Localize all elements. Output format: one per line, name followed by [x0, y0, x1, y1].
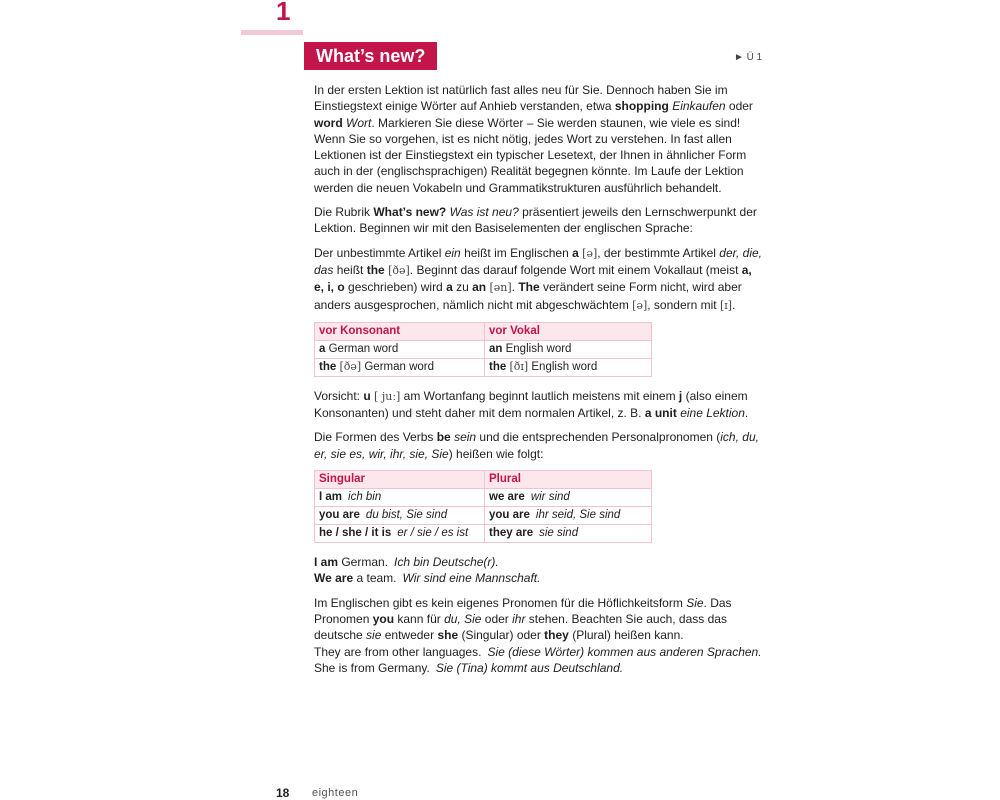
term: I am [314, 555, 339, 570]
text: English word [528, 361, 598, 374]
politeness-paragraph [314, 595, 764, 676]
text: , sondern mit [647, 297, 720, 312]
term: word [314, 115, 343, 130]
text: kann für [394, 611, 445, 626]
term: a, e, i, o [314, 262, 752, 295]
term: a unit [644, 406, 677, 421]
text: stehen. Beachten Sie auch, dass das deutsche [314, 611, 727, 643]
table-cell [315, 358, 485, 376]
table-cell [315, 489, 485, 507]
text: am Wortanfang beginnt lautlich meistens mit einem [400, 388, 679, 403]
translation: ich, du, er, sie es, wir, ihr, sie, Sie [314, 430, 759, 461]
text: präsentiert jeweils den Lernschwerpunkt der Lektion. Beginnen wir mit den Basiselementen der englischen Sprache: [314, 205, 757, 236]
text: oder [725, 99, 753, 114]
text: . Das Pronomen [314, 595, 732, 626]
text: geschrieben) wird [344, 280, 447, 295]
translation: sie [366, 628, 382, 643]
term: we are [489, 491, 525, 504]
text: English word [502, 343, 572, 356]
text: zu [452, 280, 473, 295]
phonetic: [ɪ] [719, 298, 733, 312]
table-cell [485, 525, 652, 543]
translation: Wir sind eine Mannschaft. [402, 571, 541, 586]
phonetic: [ðə] [339, 360, 362, 374]
text: Die Formen des Verbs [314, 430, 437, 445]
term: shopping [614, 99, 669, 114]
text: . Beginnt das darauf folgende Wort mit einem Vokallaut (meist [409, 262, 742, 277]
table-header-row [315, 471, 652, 489]
text: a team. [353, 571, 397, 586]
term: a [446, 280, 453, 295]
term: you are [489, 509, 530, 522]
term: you [372, 611, 395, 626]
text: . Markieren Sie diese Wörter – Sie werden staunen, wie viele es sind! Wenn Sie so vorgehen, ist es nicht nötig, jedes Wort zu verstehen. In fast allen Lektionen ist der Einstiegstext ein typischer Lesetext, der Ihnen in ähnlicher Form auch in der (englischsprachigen) Realität begegnen könnte. Im Laufe der Lektion werden die neuen Vokabeln und Grammatikstrukturen ausführlich behandelt. [314, 115, 747, 195]
phonetic: [ðɪ] [509, 360, 529, 374]
table-cell [485, 507, 652, 525]
translation: Sie (Tina) kommt aus Deutschland. [435, 660, 624, 675]
text: (also einem Konsonanten) und steht daher mit dem normalen Artikel, z. B. [314, 388, 748, 421]
translation: sie sind [539, 527, 579, 540]
table-header-cell: vor Vokal [485, 322, 652, 340]
section-title: What’s new? [304, 42, 437, 70]
translation: Wort [346, 115, 372, 130]
text: . [732, 297, 736, 312]
term: a [319, 343, 326, 356]
phonetic: [ juː] [374, 389, 401, 403]
table-row [315, 525, 652, 543]
term: What’s new? [373, 205, 447, 220]
table-cell [315, 507, 485, 525]
translation: ein [444, 245, 461, 260]
term: u [363, 388, 371, 403]
text: Der unbestimmte Artikel [314, 245, 445, 260]
term: an [489, 343, 503, 356]
text: Vorsicht: [314, 388, 364, 403]
phonetic: [ðə] [388, 263, 410, 277]
text: oder [481, 611, 513, 626]
translation: ich bin [348, 491, 382, 504]
term: he / she / it is [319, 527, 392, 540]
term: she [437, 628, 459, 643]
term: the [319, 361, 337, 374]
text: und die entsprechenden Personalpronomen ( [476, 430, 721, 445]
text: (Singular) oder [458, 628, 545, 643]
text: . [744, 406, 749, 421]
table-row [315, 340, 652, 358]
table-cell [485, 489, 652, 507]
translation: Was ist neu? [449, 205, 519, 220]
translation: Ich bin Deutsche(r). [394, 555, 499, 570]
translation: du bist, Sie sind [365, 509, 448, 522]
articles-paragraph [314, 245, 764, 314]
term: you are [319, 509, 360, 522]
examples-block [314, 554, 764, 587]
page-number: 18 [276, 786, 290, 800]
text: , der bestimmte Artikel [597, 245, 720, 260]
translation: der, die, das [314, 245, 762, 277]
text: Im Englischen gibt es kein eigenes Pronomen für die Höflichkeitsform [314, 595, 687, 610]
translation: er / sie / es ist [397, 527, 469, 540]
table-cell [485, 358, 652, 376]
translation: du, Sie [444, 611, 482, 626]
term: they are [489, 527, 534, 540]
text: German. [338, 555, 389, 570]
intro-paragraph [314, 82, 764, 196]
articles-table [314, 322, 652, 377]
term: be [436, 430, 451, 445]
table-row [315, 358, 652, 376]
exercise-cross-reference: ► Ü 1 [734, 52, 763, 63]
text: German word [361, 361, 435, 374]
table-header-cell: Singular [315, 471, 485, 489]
table-cell [315, 340, 485, 358]
example-sentence: They are from other languages. [314, 644, 482, 659]
term: an [472, 280, 487, 295]
text: entweder [381, 628, 438, 643]
table-cell [485, 340, 652, 358]
translation: Einkaufen [672, 99, 726, 114]
term: a [572, 245, 579, 260]
term: j [678, 388, 683, 403]
translation: Sie [686, 595, 704, 610]
text: . [511, 280, 519, 295]
main-text [314, 82, 764, 684]
chapter-number: 1 [276, 0, 291, 26]
caution-paragraph [314, 388, 764, 422]
translation: ihr seid, Sie sind [535, 509, 621, 522]
translation: sein [454, 430, 477, 445]
text: Die Rubrik [314, 205, 374, 220]
term: the [366, 262, 385, 277]
phonetic: [ə] [632, 298, 648, 312]
example-sentence: She is from Germany. [314, 660, 430, 675]
translation: Sie (diese Wörter) kommen aus anderen Sprachen. [487, 644, 762, 659]
term: The [518, 280, 540, 295]
verb-be-table [314, 470, 652, 543]
translation: eine Lektion [680, 406, 745, 421]
text: verändert seine Form nicht, wird aber anders ausgesprochen, nämlich nicht mit abgeschwächtem [314, 280, 742, 312]
rubric-paragraph [314, 204, 764, 237]
text: ) heißen wie folgt: [448, 446, 544, 461]
chapter-accent-bar [241, 30, 303, 35]
phonetic: [ən] [489, 281, 512, 295]
table-cell [315, 525, 485, 543]
translation: ihr [512, 611, 526, 626]
text: German word [325, 343, 399, 356]
term: they [544, 628, 569, 643]
term: We are [314, 571, 354, 586]
text: In der ersten Lektion ist natürlich fast alles neu für Sie. Dennoch haben Sie im Einstiegstext einige Wörter auf Anhieb verstanden, etwa [314, 83, 728, 114]
text: (Plural) heißen kann. [568, 628, 684, 643]
term: the [489, 361, 507, 374]
text: heißt [333, 262, 367, 277]
term: I am [319, 491, 343, 504]
page-number-word: eighteen [312, 787, 359, 799]
table-row [315, 489, 652, 507]
text: heißt im Englischen [460, 245, 573, 260]
table-header-cell: Plural [485, 471, 652, 489]
verb-be-paragraph [314, 429, 764, 462]
table-header-row [315, 322, 652, 340]
translation: wir sind [530, 491, 570, 504]
table-header-cell: vor Konsonant [315, 322, 485, 340]
phonetic: [ə] [582, 246, 598, 260]
table-row [315, 507, 652, 525]
